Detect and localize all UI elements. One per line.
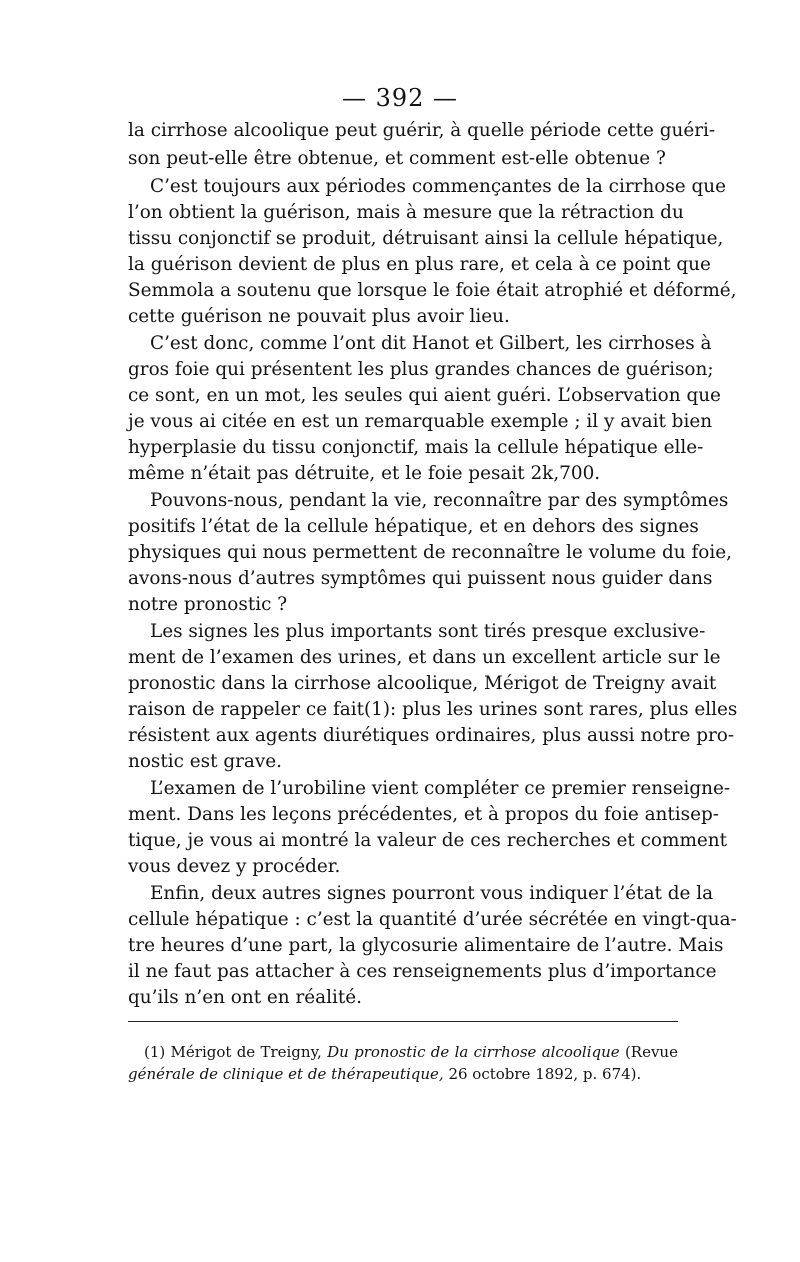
text-line: ce sont, en un mot, les seules qui aient guéri. L’observation que [128, 385, 721, 406]
text-line: positifs l’état de la cellule hépatique, et en dehors des signes [128, 516, 699, 537]
text-line: Les signes les plus importants sont tirés presque exclusive- [150, 621, 706, 642]
text-line: cette guérison ne pouvait plus avoir lieu. [128, 306, 510, 327]
text-line: il ne faut pas attacher à ces renseignements plus d’importance [128, 961, 717, 982]
text-line: qu’ils n’en ont en réalité. [128, 987, 363, 1008]
text-line: physiques qui nous permettent de reconnaître le volume du foie, [128, 542, 732, 563]
footnote-journal: générale de clinique et de thérapeutique, [128, 1065, 444, 1083]
footnote-line [128, 1041, 678, 1063]
footnote-rule [128, 1021, 678, 1022]
footnote-title: Du pronostic de la cirrhose alcoolique [327, 1043, 620, 1061]
text-line: ment de l’examen des urines, et dans un excellent article sur le [128, 647, 721, 668]
footnote-text: (Revue [624, 1043, 678, 1061]
text-line: L’examen de l’urobiline vient compléter ce premier renseigne- [150, 778, 731, 799]
text-line: tissu conjonctif se produit, détruisant ainsi la cellule hépatique, [128, 228, 724, 249]
text-line: raison de rappeler ce fait(1): plus les urines sont rares, plus elles [128, 699, 738, 720]
footnote-text: (1) Mérigot de Treigny, [144, 1043, 322, 1061]
text-line: Pouvons-nous, pendant la vie, reconnaître par des symptômes [150, 490, 729, 511]
text-line: Semmola a soutenu que lorsque le foie était atrophié et déformé, [128, 280, 737, 301]
text-line: tique, je vous ai montré la valeur de ces recherches et comment [128, 830, 727, 851]
text-line: résistent aux agents diurétiques ordinaires, plus aussi notre pro- [128, 725, 735, 746]
text-line: l’on obtient la guérison, mais à mesure que la rétraction du [128, 202, 684, 223]
text-line: nostic est grave. [128, 751, 282, 772]
text-line: hyperplasie du tissu conjonctif, mais la cellule hépatique elle- [128, 437, 704, 458]
text-line: C’est toujours aux périodes commençantes de la cirrhose que [150, 176, 727, 197]
text-line: Enfin, deux autres signes pourront vous indiquer l’état de la [150, 883, 714, 904]
text-line: je vous ai citée en est un remarquable exemple ; il y avait bien [128, 411, 713, 432]
text-line: même n’était pas détruite, et le foie pesait 2k,700. [128, 463, 601, 484]
text-line: pronostic dans la cirrhose alcoolique, Mérigot de Treigny avait [128, 673, 717, 694]
text-line: gros foie qui présentent les plus grandes chances de guérison; [128, 359, 714, 380]
text-line: ment. Dans les leçons précédentes, et à propos du foie antisep- [128, 804, 719, 825]
footnote-line [128, 1063, 678, 1085]
text-line: la guérison devient de plus en plus rare, et cela à ce point que [128, 254, 711, 275]
text-line: tre heures d’une part, la glycosurie alimentaire de l’autre. Mais [128, 935, 724, 956]
text-line: notre pronostic ? [128, 594, 288, 615]
text-line: vous devez y procéder. [128, 856, 341, 877]
text-line: son peut-elle être obtenue, et comment est-elle obtenue ? [128, 148, 666, 169]
text-line: cellule hépatique : c’est la quantité d’urée sécrétée en vingt-qua- [128, 909, 737, 930]
text-line: C’est donc, comme l’ont dit Hanot et Gilbert, les cirrhoses à [150, 333, 712, 354]
text-line: avons-nous d’autres symptômes qui puissent nous guider dans [128, 568, 713, 589]
footnote-text: 26 octobre 1892, p. 674). [448, 1065, 642, 1083]
text-line: la cirrhose alcoolique peut guérir, à quelle période cette guéri- [128, 120, 716, 141]
page-number: — 392 — [341, 84, 459, 112]
